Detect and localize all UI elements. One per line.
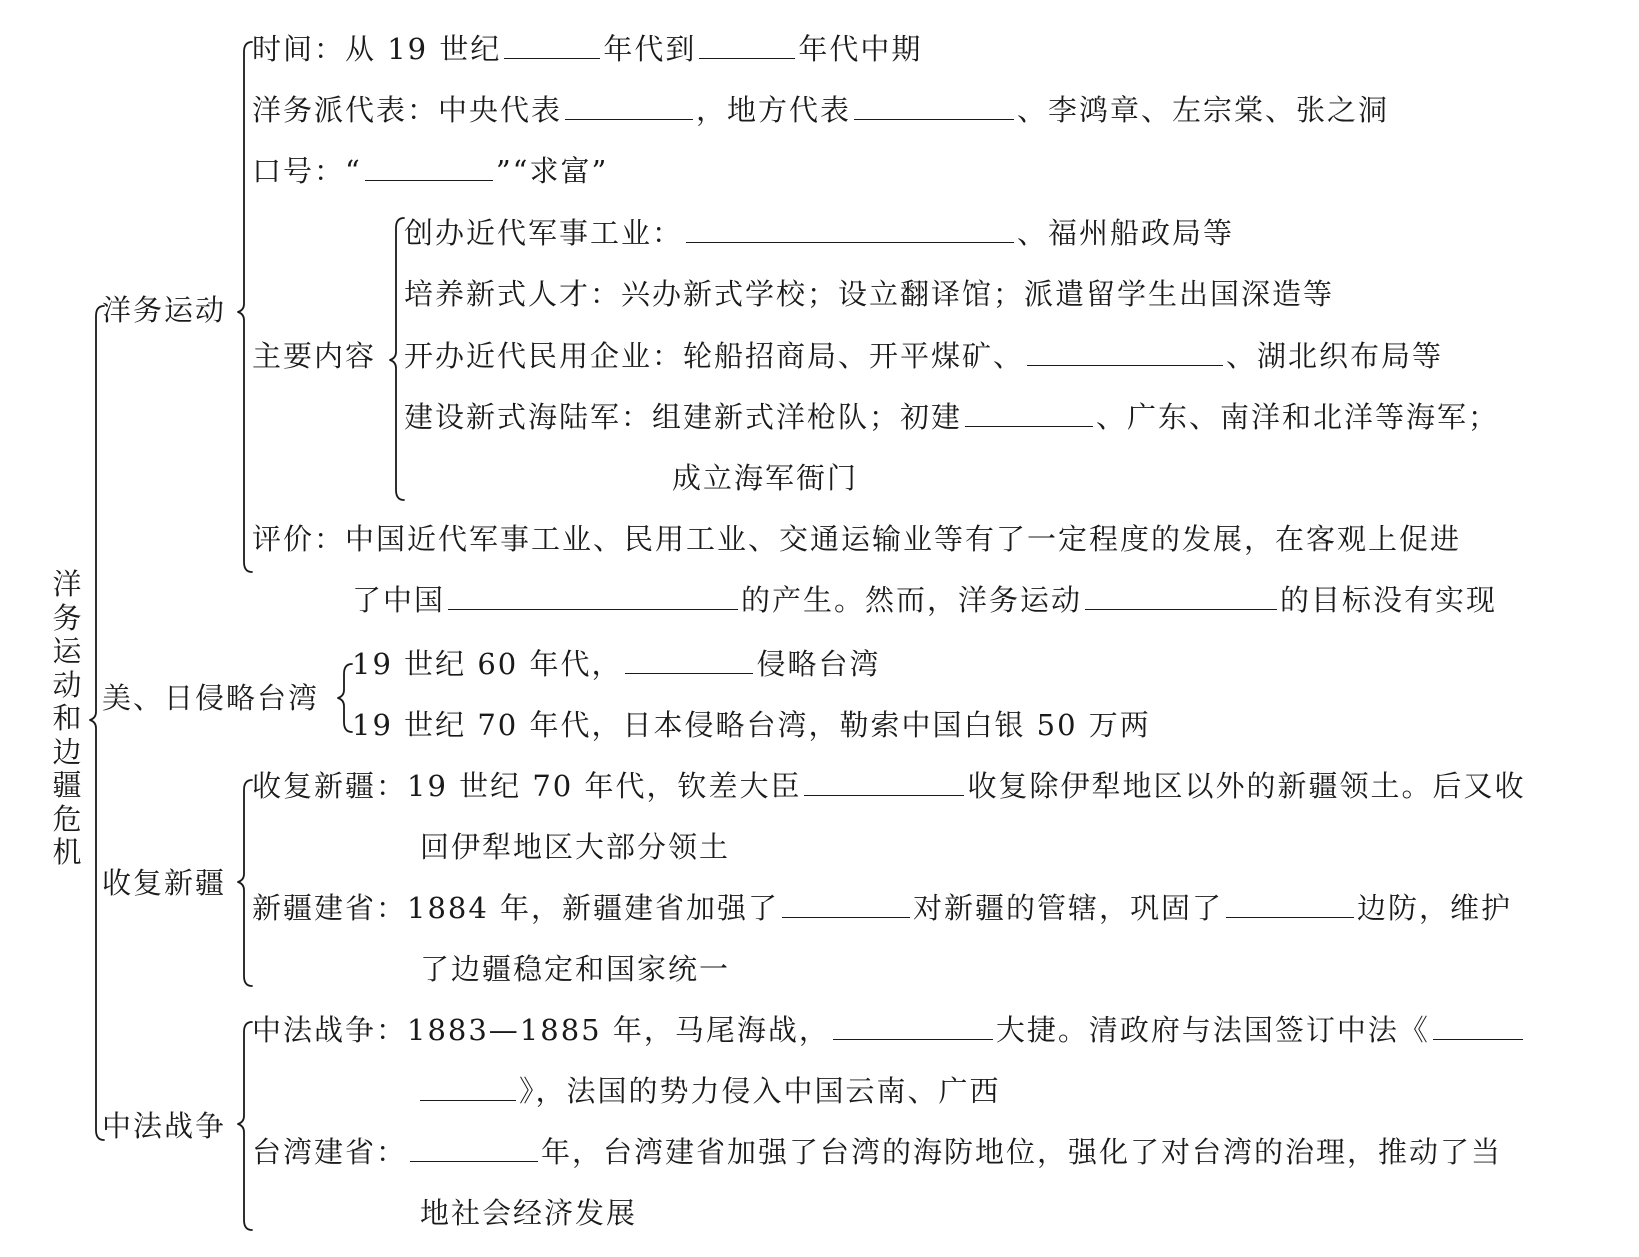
root-title-char: 边 xyxy=(52,734,82,769)
xinjiang-recover-line2: 回伊犁地区大部分领土 xyxy=(420,830,731,864)
blank-time-start[interactable] xyxy=(504,32,600,59)
root-title-char: 危 xyxy=(52,801,82,836)
blank-civil-enterprise[interactable] xyxy=(1027,339,1223,366)
brace-root xyxy=(90,306,104,1140)
brace-xinjiang xyxy=(238,780,252,986)
yangwu-reps: 洋务派代表：中央代表 ，地方代表 、李鸿章、左宗棠、张之洞 xyxy=(252,93,1390,127)
content-civil: 开办近代民用企业：轮船招商局、开平煤矿、 、湖北织布局等 xyxy=(404,339,1444,373)
xinjiang-recover: 收复新疆：19 世纪 70 年代，钦差大臣 收复除伊犁地区以外的新疆领土。后又收 xyxy=(252,769,1526,803)
content-talent: 培养新式人才：兴办新式学校；设立翻译馆；派遣留学生出国深造等 xyxy=(404,277,1335,311)
blank-imperial-commissioner[interactable] xyxy=(804,769,964,796)
sino-french-war-line2: 》，法国的势力侵入中国云南、广西 xyxy=(420,1074,1001,1108)
blank-navy[interactable] xyxy=(965,400,1093,427)
taiwan-invasion-line2: 19 世纪 70 年代，日本侵略台湾，勒索中国白银 50 万两 xyxy=(352,708,1151,742)
content-military: 创办近代军事工业： 、福州船政局等 xyxy=(404,216,1235,250)
taiwan-province-line2: 地社会经济发展 xyxy=(420,1196,638,1230)
yangwu-eval-line1: 评价：中国近代军事工业、民用工业、交通运输业等有了一定程度的发展，在客观上促进 xyxy=(252,522,1462,556)
yangwu-time: 时间：从 19 世纪 年代到 年代中期 xyxy=(252,32,923,66)
sino-french-war: 中法战争：1883—1885 年，马尾海战， 大捷。清政府与法国签订中法《 xyxy=(252,1013,1526,1047)
content-navy: 建设新式海陆军：组建新式洋枪队；初建 、广东、南洋和北洋等海军； xyxy=(404,400,1500,434)
blank-governance[interactable] xyxy=(782,891,910,918)
content-navy-line2: 成立海军衙门 xyxy=(672,461,859,495)
taiwan-invasion-label: 美、日侵略台湾 xyxy=(102,681,320,715)
blank-eval-emergence[interactable] xyxy=(448,583,738,610)
blank-time-end[interactable] xyxy=(699,32,795,59)
yangwu-eval-line2: 了中国 的产生。然而，洋务运动 的目标没有实现 xyxy=(352,583,1498,617)
root-title-char: 洋 xyxy=(52,567,82,601)
blank-slogan[interactable] xyxy=(365,154,493,181)
xinjiang-province-line2: 了边疆稳定和国家统一 xyxy=(420,952,731,986)
taiwan-province: 台湾建省： 年，台湾建省加强了台湾的海防地位，强化了对台湾的治理，推动了当 xyxy=(252,1135,1503,1169)
root-title-char: 机 xyxy=(52,835,82,869)
root-title-char: 动 xyxy=(52,667,82,702)
blank-victory[interactable] xyxy=(833,1013,993,1040)
blank-central-rep[interactable] xyxy=(565,93,693,120)
blank-eval-goal[interactable] xyxy=(1085,583,1277,610)
yangwu-slogan: 口号：“ ”“求富” xyxy=(252,154,609,188)
brace-content xyxy=(390,218,404,500)
content-label: 主要内容 xyxy=(252,339,377,373)
blank-invader[interactable] xyxy=(625,647,753,674)
xinjiang-label: 收复新疆 xyxy=(102,866,227,900)
root-title-char: 运 xyxy=(52,634,82,668)
blank-treaty-part1[interactable] xyxy=(1433,1013,1523,1040)
brace-yangwu xyxy=(238,42,252,572)
blank-taiwan-year[interactable] xyxy=(410,1135,538,1162)
root-title-char: 务 xyxy=(52,600,82,635)
blank-local-rep[interactable] xyxy=(854,93,1014,120)
yangwu-label: 洋务运动 xyxy=(102,293,227,327)
blank-frontier[interactable] xyxy=(1226,891,1354,918)
blank-military-industry[interactable] xyxy=(686,216,1014,243)
taiwan-invasion-line1: 19 世纪 60 年代， 侵略台湾 xyxy=(352,647,881,681)
brace-taiwan-invasion xyxy=(338,664,352,732)
root-title xyxy=(50,568,84,870)
brace-sino-french xyxy=(238,1022,252,1230)
root-title-char: 疆 xyxy=(52,768,82,802)
root-title-char: 和 xyxy=(52,701,82,735)
blank-treaty-part2[interactable] xyxy=(420,1074,516,1101)
sino-french-label: 中法战争 xyxy=(102,1109,227,1143)
xinjiang-province: 新疆建省：1884 年，新疆建省加强了 对新疆的管辖，巩固了 边防，维护 xyxy=(252,891,1513,925)
